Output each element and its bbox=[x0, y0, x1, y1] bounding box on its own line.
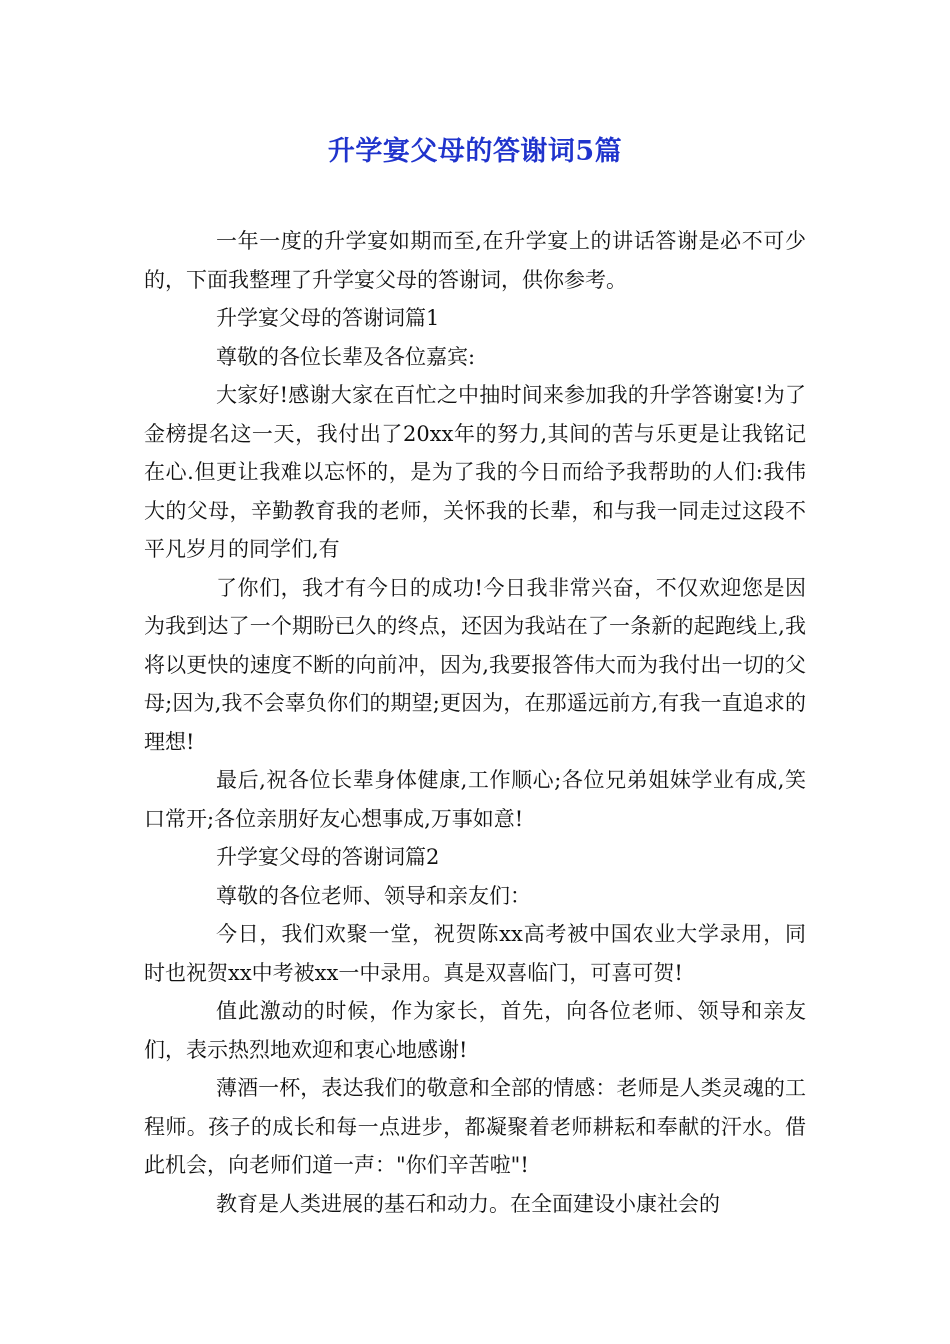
paragraph-salutation-2: 尊敬的各位老师、领导和亲友们： bbox=[216, 883, 531, 908]
paragraph-salutation-1: 尊敬的各位长辈及各位嘉宾: bbox=[216, 344, 476, 369]
paragraph-intro: 一年一度的升学宴如期而至,在升学宴上的讲话答谢是必不可少的，下面我整理了升学宴父母的答谢词，供你参考。 bbox=[144, 229, 806, 292]
paragraph: 大家好!感谢大家在百忙之中抽时间来参加我的升学答谢宴!为了金榜提名这一天，我付出了20xx年的努力,其间的苦与乐更是让我铭记在心.但更让我难以忘怀的，是为了我的今日而给予我帮助的人们:我伟大的父母，辛勤教育我的老师，关怀我的长辈，和与我一同走过这段不平凡岁月的同学们,有 bbox=[144, 383, 806, 561]
section-heading-2: 升学宴父母的答谢词篇2 bbox=[216, 845, 440, 869]
paragraph: 了你们，我才有今日的成功!今日我非常兴奋，不仅欢迎您是因为我到达了一个期盼已久的终点，还因为我站在了一条新的起跑线上,我将以更快的速度不断的向前冲，因为,我要报答伟大而为我付出一切的父母;因为,我不会辜负你们的期望;更因为，在那遥远前方,有我一直追求的理想! bbox=[144, 575, 806, 754]
paragraph: 薄酒一杯，表达我们的敬意和全部的情感：老师是人类灵魂的工程师。孩子的成长和每一点进步，都凝聚着老师耕耘和奉献的汗水。借此机会，向老师们道一声："你们辛苦啦"! bbox=[144, 1076, 806, 1177]
paragraph: 最后,祝各位长辈身体健康,工作顺心;各位兄弟姐妹学业有成,笑口常开;各位亲朋好友心想事成,万事如意! bbox=[144, 768, 806, 831]
section-heading-1: 升学宴父母的答谢词篇1 bbox=[216, 306, 440, 330]
paragraph: 教育是人类进展的基石和动力。在全面建设小康社会的 bbox=[216, 1191, 720, 1216]
paragraph: 值此激动的时候，作为家长，首先，向各位老师、领导和亲友们，表示热烈地欢迎和衷心地感谢! bbox=[144, 999, 806, 1062]
document-body bbox=[144, 222, 806, 1223]
paragraph: 今日，我们欢聚一堂，祝贺陈xx高考被中国农业大学录用，同时也祝贺xx中考被xx一中录用。真是双喜临门，可喜可贺! bbox=[144, 922, 806, 985]
document-title: 升学宴父母的答谢词5篇 bbox=[327, 136, 623, 167]
